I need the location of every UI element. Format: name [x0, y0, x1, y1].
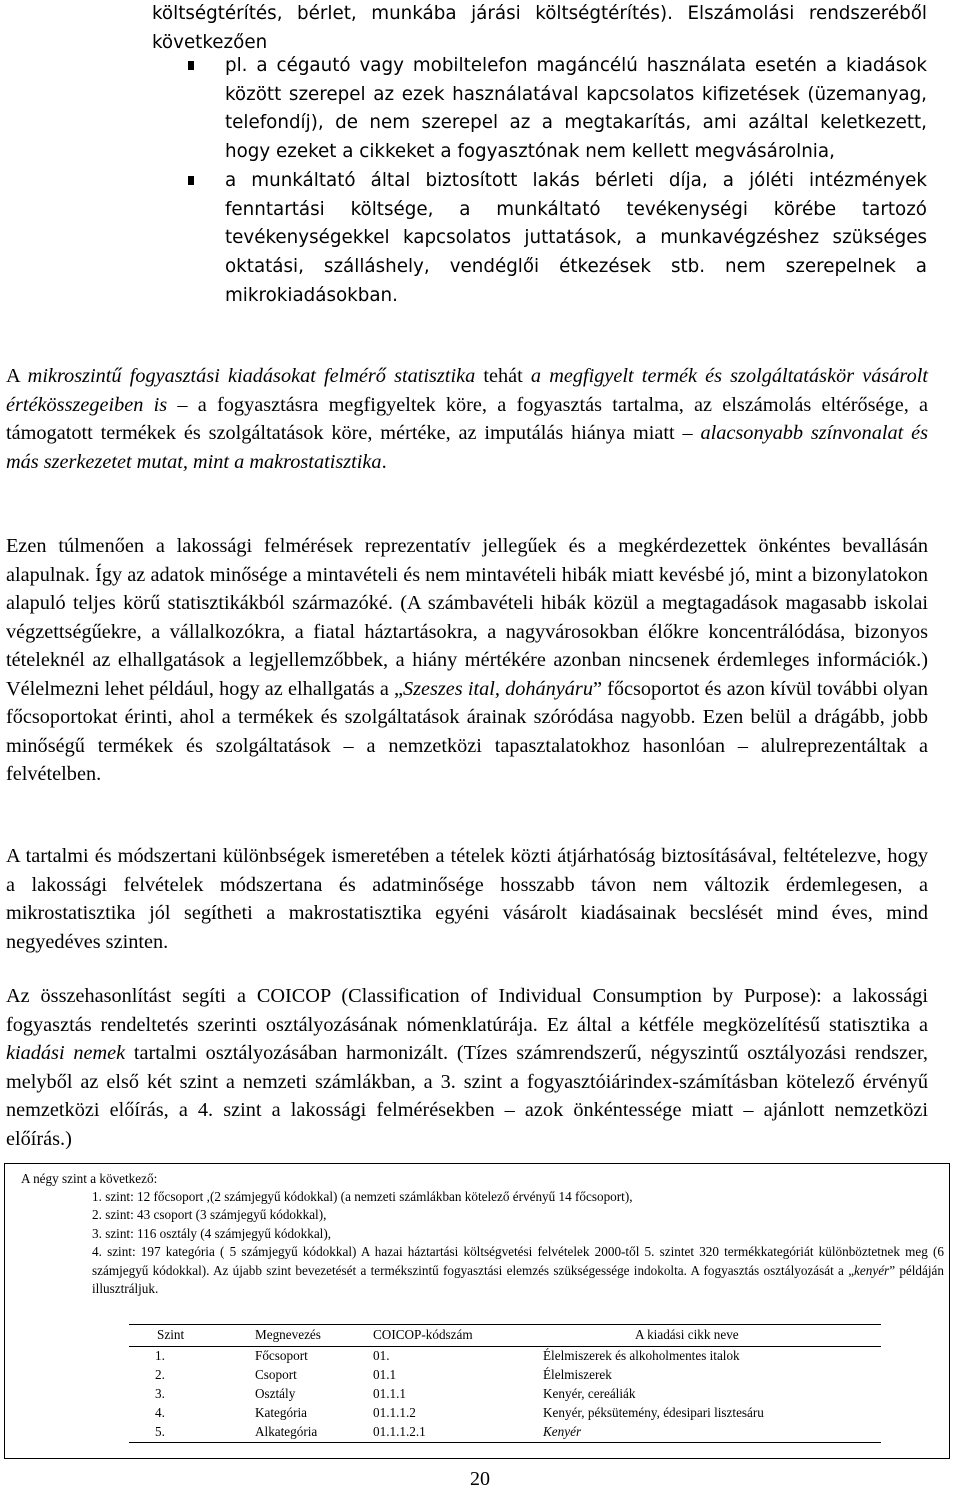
table-row	[129, 1347, 881, 1367]
italic-text: a megfigyelt termék és szolgáltatáskör vásárolt értékösszegeiben is	[6, 365, 928, 416]
text: ” főcsoportot és azon kívül további olyan főcsoportokat érinti, ahol a termékek és szolgáltatások árainak szóródása nagyobb. Ezen belül a drágább, jobb minőségű termékek és szolgáltatások – a nemzetközi tapasztalatokhoz hasonlóan – alulreprezentáltak a felvételben.	[6, 677, 929, 785]
paragraph-coicop	[6, 982, 928, 1153]
italic-text: kiadási nemek	[6, 1042, 126, 1064]
table-cell: Csoport	[255, 1367, 297, 1383]
table-cell: 01.1.1.2.1	[373, 1423, 543, 1443]
table-cell: 01.	[373, 1348, 390, 1364]
table-cell: Kenyér, péksütemény, édesipari lisztesáru	[543, 1405, 764, 1421]
level-item	[92, 1243, 944, 1298]
text: ” példáján illusztráljuk.	[92, 1262, 944, 1297]
table-row	[129, 1385, 881, 1404]
table-cell: 01.1	[373, 1367, 397, 1383]
coicop-table	[129, 1324, 881, 1443]
box-intro: A négy szint a következő:	[21, 1171, 158, 1186]
table-cell	[543, 1423, 881, 1443]
bullet-text: pl. a cégautó vagy mobiltelefon magáncélú használata esetén a kiadások között szerepel az ezek használatával kapcsolatos kifizetések (üzemanyag, telefondíj), de nem szerepel az a megtakarítás, ami azáltal keletkezett, hogy ezeket a cikkeket a fogyasztónak nem kellett megvásárolnia,	[225, 55, 927, 163]
levels-list	[92, 1188, 944, 1298]
text: A	[6, 365, 28, 387]
table-cell: Kategória	[255, 1405, 307, 1421]
paragraph-micro-statistics	[6, 362, 928, 476]
level-item: 3. szint: 116 osztály (4 számjegyű kódokkal),	[92, 1225, 332, 1241]
table-cell: Kenyér, cereáliák	[543, 1386, 636, 1402]
text: – a fogyasztásra megfigyeltek köre, a fogyasztás tartalma, az elszámolás eltérősége, a támogatott termékek és szolgáltatások köre, mértéke, az imputálás hiánya miatt –	[6, 393, 928, 444]
table-cell: 4.	[155, 1405, 165, 1421]
table-header-row	[129, 1325, 881, 1347]
levels-box	[4, 1163, 950, 1459]
table-cell: 1.	[155, 1348, 165, 1364]
italic-text: Kenyér	[543, 1424, 582, 1440]
text: tartalmi osztályozásában harmonizált. (Tízes számrendszerű, négyszintű osztályozási rendszer, melyből az első két szint a nemzeti számlákban, a 3. szint a fogyasztóiárindex-számításban kötelező érvényű nemzetközi előírás, a 4. szint a lakossági felmérésekben – azok önkéntessége miatt – ajánlott nemzetközi előírás.)	[6, 1042, 928, 1150]
column-header: A kiadási cikk neve	[543, 1325, 881, 1347]
table-cell: 5.	[129, 1423, 255, 1443]
text: Az összehasonlítást segíti a COICOP (Classification of Individual Consumption by Purpose): a lakossági fogyasztás rendeltetés szerinti osztályozásának nómenklatúrája. Ez által a kétféle megközelítésű statisztika a	[6, 985, 928, 1036]
italic-text: kenyér	[854, 1262, 890, 1278]
bullet-square-icon	[188, 61, 194, 70]
level-item: 1. szint: 12 főcsoport ,(2 számjegyű kódokkal) (a nemzeti számlákban kötelező érvényű 14 főcsoport),	[92, 1189, 633, 1204]
bullet-list	[152, 52, 927, 310]
bullet-item	[152, 167, 927, 311]
table-cell: 01.1.1	[373, 1386, 406, 1402]
bullet-item	[152, 52, 927, 167]
text: A tartalmi és módszertani különbségek ismeretében a tételek közti átjárhatóság biztosításával, feltételezve, hogy a lakossági felvételek módszertana és adatminősége hosszabb távon nem változik érdemlegesen, a mikrostatisztika jól segítheti a makrostatisztika egyéni vásárolt kiadásainak becslését mind éves, mind negyedéves szinten.	[6, 845, 928, 953]
text: tehát	[475, 365, 531, 387]
column-header: Megnevezés	[255, 1325, 373, 1347]
table-row	[129, 1404, 881, 1423]
text: 4. szint: 197 kategória ( 5 számjegyű kódokkal) A hazai háztartási költségvetési felvételek 2000-től 5. szintet 320 termékkategóriát különböztetnek meg (6 számjegyű kódokkal). Az újabb szint bevezetését a termékszintű fogyasztási elemzés szükségessége indokolta. A fogyasztás osztályozását a „	[92, 1244, 944, 1278]
lead-text: költségtérítés, bérlet, munkába járási költségtérítés). Elszámolási rendszeréből következően	[152, 3, 927, 53]
table-cell: 01.1.1.2	[373, 1405, 416, 1421]
text: .	[381, 450, 387, 473]
italic-text: mikroszintű fogyasztási kiadásokat felmérő statisztika	[27, 365, 476, 387]
column-header: Szint	[129, 1325, 255, 1347]
column-header: COICOP-kódszám	[373, 1325, 543, 1347]
page-number: 20	[470, 1468, 490, 1490]
table-cell: Főcsoport	[255, 1348, 308, 1364]
bullet-square-icon	[188, 176, 194, 185]
paragraph-methodology	[6, 842, 928, 956]
table-cell: 2.	[155, 1367, 165, 1383]
italic-text: alacsonyabb színvonalat és más szerkezetet mutat, mint a makrostatisztika	[6, 422, 928, 473]
table-row	[129, 1423, 881, 1443]
table-cell: Alkategória	[255, 1423, 373, 1443]
table-cell: 3.	[155, 1386, 165, 1402]
table-cell: Élelmiszerek és alkoholmentes italok	[543, 1348, 740, 1364]
paragraph-survey-quality	[6, 532, 928, 789]
italic-text: Szeszes ital, dohányáru	[402, 677, 593, 700]
table-cell: Osztály	[255, 1386, 296, 1402]
text: Ezen túlmenően a lakossági felmérések reprezentatív jellegűek és a megkérdezettek önkéntes bevallásán alapulnak. Így az adatok minősége a mintavételi és nem mintavételi hibák miatt kevésbé jó, mint a bizonylatokon alapuló teljes körű statisztikákból származóké. (A számbavételi hibák közül a megtagadások magasabb iskolai végzettségűekre, a vállalkozókra, a fiatal háztartásokra, a nagyvárosokban élőkre koncentrálódása, bizonyos tételeknél az elhallgatások a legjellemzőbbek, a hiány mértékére azonban nincsenek érdemleges információk.) Vélelmezni lehet például, hogy az elhallgatás a „	[6, 535, 928, 700]
table-cell: Élelmiszerek	[543, 1367, 612, 1383]
bullet-text: a munkáltató által biztosított lakás bérleti díja, a jóléti intézmények fenntartási költsége, a munkáltató tevékenységi körébe tartozó tevékenységekkel kapcsolatos juttatások, a munkavégzéshez szükséges oktatási, szálláshely, vendéglői étkezések stb. nem szerepelnek a mikrokiadásokban.	[225, 169, 927, 306]
table-row	[129, 1366, 881, 1385]
level-item: 2. szint: 43 csoport (3 számjegyű kódokkal),	[92, 1207, 327, 1223]
